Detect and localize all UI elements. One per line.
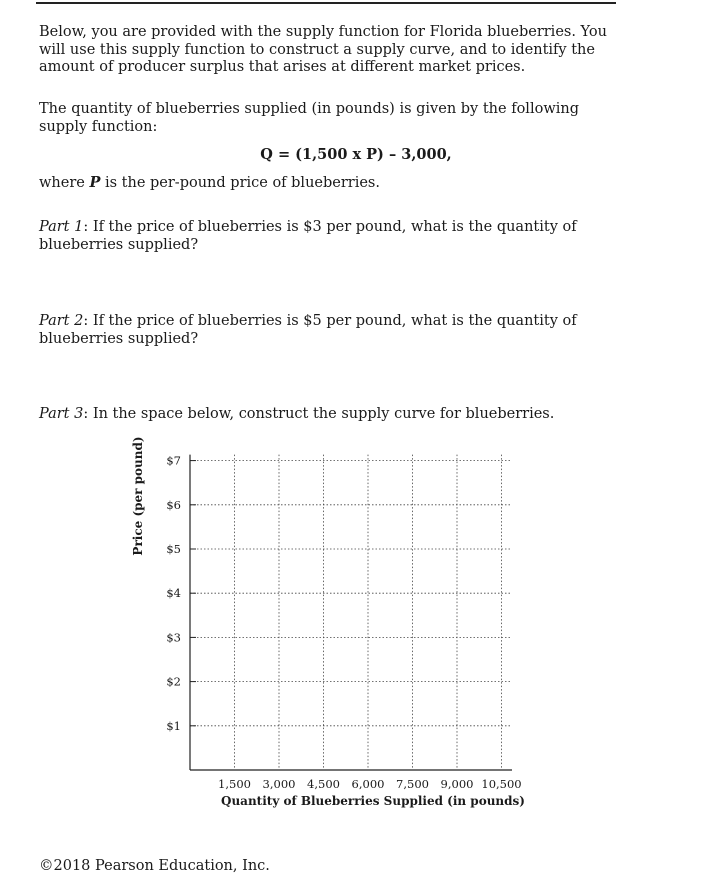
y-tick-label-1: $1	[166, 718, 181, 733]
y-tick-label-6: $6	[166, 497, 181, 512]
part-3-label: Part 3	[39, 406, 84, 422]
x-tick-label-10500: 10,500	[481, 777, 522, 791]
x-axis-title: Quantity of Blueberries Supplied (in pounds)	[221, 794, 525, 808]
part-2-label: Part 2	[39, 313, 84, 329]
top-rule	[36, 2, 616, 4]
x-tick-label-4500: 4,500	[307, 777, 340, 791]
price-variable: P	[89, 174, 101, 191]
part-1-text: : If the price of blueberries is $3 per pound, what is the quantity of blueberries supplied?	[39, 219, 577, 253]
x-tick-label-7500: 7,500	[396, 777, 429, 791]
x-tick-label-9000: 9,000	[440, 777, 474, 791]
part-3-text: : In the space below, construct the supply curve for blueberries.	[83, 406, 555, 422]
y-tick-label-3: $3	[166, 630, 181, 645]
part-2-question	[39, 313, 619, 348]
where-prefix: where	[39, 175, 90, 191]
y-axis-title: Price (per pound)	[131, 436, 145, 556]
intro-paragraph: Below, you are provided with the supply function for Florida blueberries. You will use this supply function to construct a supply curve, and to identify the amount of producer surplus that arises at different market prices.	[39, 24, 607, 75]
y-tick-label-2: $2	[166, 674, 181, 689]
x-tick-label-1500: 1,500	[218, 777, 251, 791]
supply-curve-chart	[0, 430, 712, 830]
y-tick-label-5: $5	[166, 542, 181, 556]
where-suffix: is the per-pound price of blueberries.	[100, 175, 380, 191]
x-tick-label-6000: 6,000	[351, 777, 385, 791]
part-3-question	[39, 406, 619, 424]
supply-equation: Q = (1,500 x P) – 3,000,	[260, 146, 452, 163]
part-1-label: Part 1	[39, 219, 84, 235]
part-2-text: : If the price of blueberries is $5 per pound, what is the quantity of blueberries supplied?	[39, 313, 577, 347]
where-line	[39, 174, 619, 193]
supply-intro-paragraph: The quantity of blueberries supplied (in pounds) is given by the following supply function:	[39, 101, 579, 135]
part-1-question	[39, 219, 619, 254]
copyright-footer: ©2018 Pearson Education, Inc.	[39, 858, 270, 874]
x-tick-label-3000: 3,000	[262, 777, 296, 791]
y-tick-label-7: $7	[166, 453, 181, 468]
y-tick-label-4: $4	[166, 586, 181, 601]
